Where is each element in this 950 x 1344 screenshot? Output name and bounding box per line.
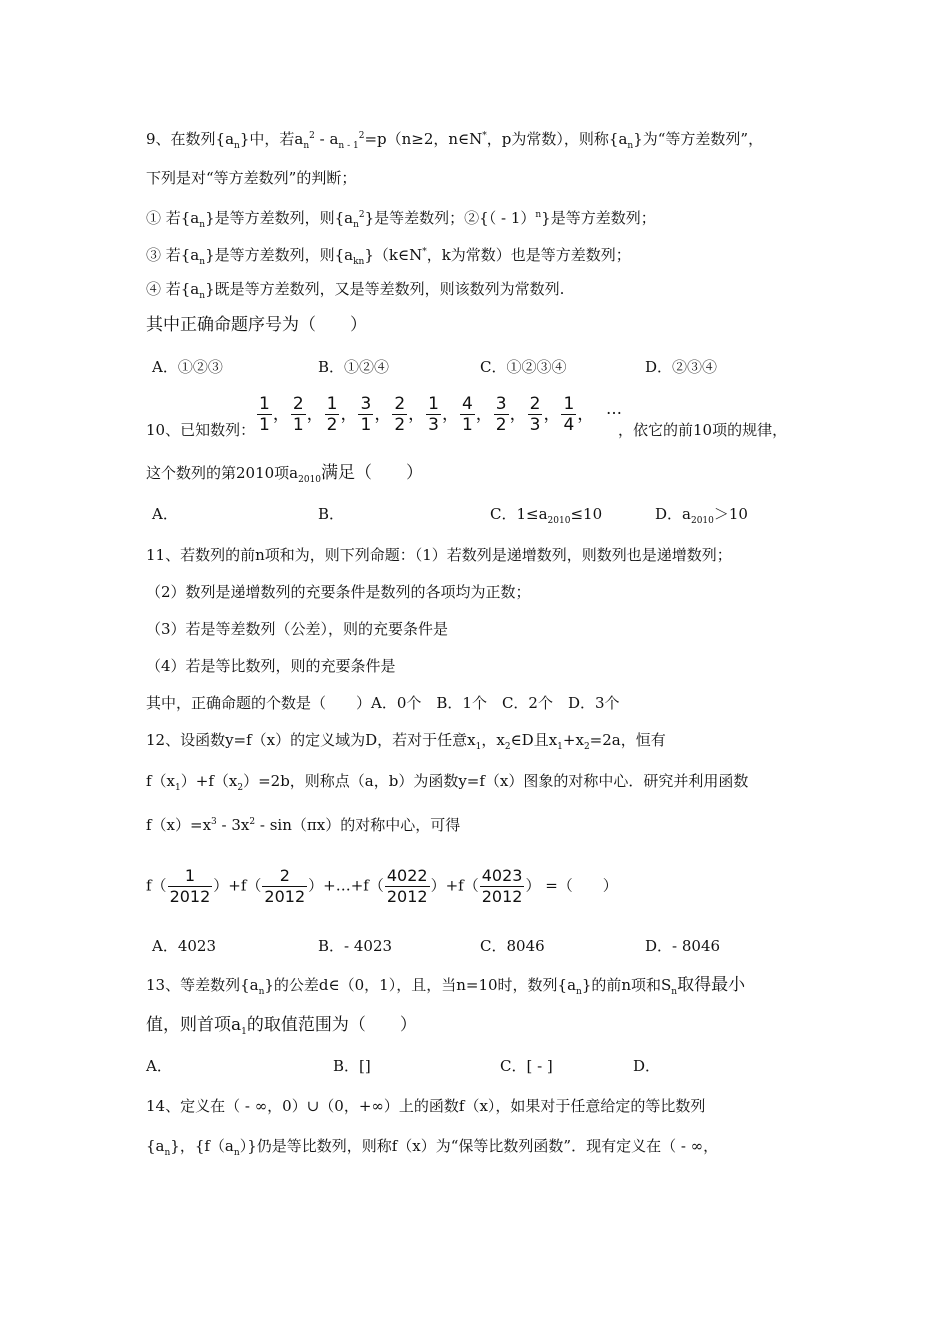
- q10-option-b: B．: [318, 505, 345, 523]
- q10-line-2: 这个数列的第2010项$a_{2010}$满足（ ）: [146, 463, 424, 485]
- q9-line-1: 9、在数列$\{a_n\}$中，若$a_n^2 - a_{n - 1}^2=p(n\ge 2$，n∈N*，p为常数），则称$\{a_n\}$为“等方差数列”，: [146, 130, 764, 151]
- q12-frac-1: $\frac{1}{2012}$: [169, 866, 211, 906]
- q9-option-b: B．①②④: [318, 358, 390, 376]
- q10-frac-3: $\frac{1}{2}$: [326, 394, 338, 435]
- q10-frac-5: $\frac{2}{2}$: [394, 394, 406, 435]
- q9-prompt: 其中正确命题序号为（ ）: [146, 315, 367, 335]
- q14-line-2: $\{a_n\}$，$\{f(a_n)\}$仍是等比数列，则称f（x）为“保等比数列函数”．现有定义在（ - ∞，: [146, 1137, 719, 1158]
- q10-line-1-lead: 10、已知数列：: [146, 421, 256, 439]
- q10-line-1-tail: ，依它的前10项的规律，: [618, 421, 788, 439]
- q12-option-a: A．4023: [152, 937, 217, 955]
- q13-option-a: A．: [146, 1057, 172, 1075]
- q11-line-5: 其中，正确命题的个数是（ ）A．0个 B．1个 C．2个 D．3个: [146, 694, 620, 712]
- q10-ellipsis: …: [606, 399, 622, 418]
- q12-option-d: D．- 8046: [645, 937, 721, 955]
- q12-line-1: 12、设函数y=f（x）的定义域为D，若对于任意$x_1$，$x_2\in D$且$x_1+x_2=2a$，恒有: [146, 731, 666, 752]
- q10-frac-6: $\frac{1}{3}$: [428, 394, 439, 435]
- q13-option-d: D．: [633, 1057, 661, 1075]
- q11-line-1: 11、若数列的前n项和为，则下列命题：（1）若数列是递增数列，则数列也是递增数列；: [146, 546, 732, 564]
- q13-option-b: B．[]: [333, 1057, 371, 1075]
- q9-statement-1-2: ① 若$\{a_n\}$是等方差数列，则$\{a_n^2\}$是等差数列；②{（ - 1）$^n$}是等方差数列；: [146, 209, 656, 230]
- q12-line-3: $f(x)=x^3 - 3x^2 - \sin(\pi x)$的对称中心，可得: [146, 816, 461, 834]
- q11-line-2: （2）数列是递增数列的充要条件是数列的各项均为正数；: [146, 583, 531, 601]
- q12-expression: f（ $\frac{1}{2012}$ ）+f（ $\frac{2}{2012}$ ）+…+f（ $\frac{4022}{2012}$ ）+f（ $\frac{4023}{2012}$ ） =（ ）: [146, 866, 618, 906]
- q12-frac-3: $\frac{4022}{2012}$: [386, 866, 428, 906]
- q9-statement-3: ③ 若$\{a_n\}$是等方差数列，则$\{a_{kn}\}(k\in N^*$，k为常数）也是等方差数列；: [146, 246, 631, 267]
- q10-frac-8: $\frac{3}{2}$: [495, 394, 507, 435]
- q11-line-3: （3）若是等差数列（公差），则的充要条件是: [146, 620, 449, 638]
- q10-frac-7: $\frac{4}{1}$: [461, 394, 473, 435]
- q10-sequence: $\frac{1}{1}$ ， $\frac{2}{1}$ ， $\frac{1}{2}$ ， $\frac{3}{1}$ ， $\frac{2}{2}$ ， $\frac{1}{3}$ ， $\frac{4}{1}$ ， $\frac{3}{2}$ ， $\frac{2}{3}$ ， $\frac{1}{4}$ ，: [259, 394, 595, 435]
- q10-frac-9: $\frac{2}{3}$: [529, 394, 541, 435]
- q12-frac-4: $\frac{4023}{2012}$: [481, 866, 523, 906]
- q13-option-c: C．[ - ]: [500, 1057, 553, 1075]
- q9-option-c: C．①②③④: [480, 358, 567, 376]
- q10-frac-2: $\frac{2}{1}$: [292, 394, 304, 435]
- q12-line-2: $f(x_1)+f(x_2)=2b$，则称点（a，b）为函数y=f（x）图象的对称中心．研究并利用函数: [146, 772, 749, 793]
- q9-statement-4: ④ 若$\{a_n\}$既是等方差数列，又是等差数列，则该数列为常数列.: [146, 280, 565, 301]
- q10-frac-1: $\frac{1}{1}$: [259, 394, 270, 435]
- q10-option-a: A．: [152, 505, 178, 523]
- q9-line-2: 下列是对“等方差数列”的判断；: [146, 169, 357, 187]
- q12-frac-2: $\frac{2}{2012}$: [264, 866, 306, 906]
- q13-line-2: 值，则首项$a_1$的取值范围为（ ）: [146, 1015, 417, 1037]
- q12-option-b: B．- 4023: [318, 937, 393, 955]
- q10-option-d: D．$a_{2010}>10$: [655, 505, 748, 526]
- q14-line-1: 14、定义在（ - ∞，0）∪（0，+∞）上的函数f（x），如果对于任意给定的等比数列: [146, 1097, 706, 1115]
- q10-frac-10: $\frac{1}{4}$: [563, 394, 575, 435]
- q12-option-c: C．8046: [480, 937, 545, 955]
- q11-line-4: （4）若是等比数列，则的充要条件是: [146, 657, 396, 675]
- q13-line-1: 13、等差数列$\{a_n\}$的公差d∈（0，1），且，当n=10时，数列$\{a_n\}$的前n项和$S_n$取得最小: [146, 975, 746, 997]
- q10-option-c: C．$1\le a_{2010}\le 10$: [490, 505, 603, 526]
- q9-option-a: A．①②③: [152, 358, 223, 376]
- q10-frac-4: $\frac{3}{1}$: [360, 394, 372, 435]
- q9-option-d: D．②③④: [645, 358, 718, 376]
